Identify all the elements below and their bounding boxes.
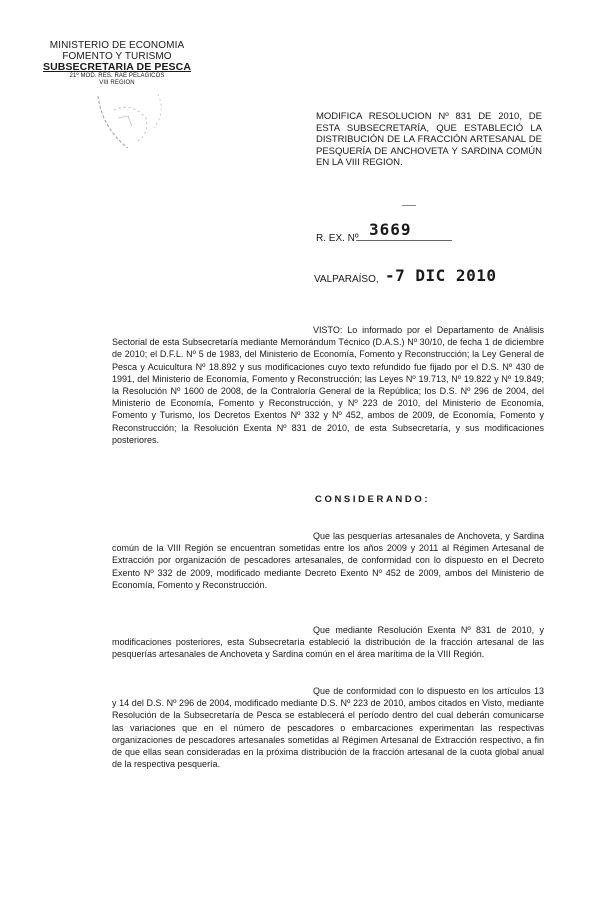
visto-paragraph xyxy=(112,324,544,446)
resolution-number: 3669 xyxy=(369,220,412,239)
issue-date-stamp: -7 DIC 2010 xyxy=(385,266,497,285)
considerando-paragraph xyxy=(112,624,544,661)
subsecretaria-name: SUBSECRETARIA DE PESCA xyxy=(42,61,192,73)
considerando-text: Que mediante Resolución Exenta Nº 831 de 2010, y modificaciones posteriores, esta Subsecretaría estableció la distribución de la fracción artesanal de las pesquerías artesanales de Anchoveta y Sardina común en el área marítima de la VIII Región. xyxy=(112,625,544,660)
considerando-paragraph xyxy=(112,685,544,770)
stamp-mark xyxy=(402,205,416,206)
letterhead xyxy=(22,40,212,87)
ministry-name: MINISTERIO DE ECONOMIA xyxy=(49,40,185,51)
official-seal-stamp xyxy=(88,88,178,158)
reference-region: VIII REGION xyxy=(99,80,135,86)
resolution-underline xyxy=(356,240,452,241)
considerando-paragraph xyxy=(112,530,544,591)
ministry-name-line2: FOMENTO Y TURISMO xyxy=(62,51,172,62)
considerando-text: Que las pesquerías artesanales de Anchoveta, y Sardina común de la VIII Región se encuentran sometidas entre los años 2009 y 2011 al Régimen Artesanal de Extracción por organización de pescadores artesanales, de conformidad con lo dispuesto en el Decreto Exento Nº 332 de 2009, modificado mediante Decreto Exento Nº 452 de 2009, ambos del Ministerio de Economía, Fomento y Reconstrucción. xyxy=(112,531,544,590)
resolution-subject: MODIFICA RESOLUCION Nº 831 DE 2010, DE ESTA SUBSECRETARÍA, QUE ESTABLECIÓ LA DISTRIBUCIÓN DE LA FRACCIÓN ARTESANAL DE PESQUERÍA DE ANCHOVETA Y SARDINA COMÚN EN LA VIII REGION. xyxy=(316,111,542,168)
visto-text: VISTO: Lo informado por el Departamento de Análisis Sectorial de esta Subsecretaría mediante Memorándum Técnico (D.A.S.) Nº 30/10, de fecha 1 de diciembre de 2010; el D.F.L. Nº 5 de 1983, del Ministerio de Economía, Fomento y Reconstrucción; la Ley General de Pesca y Acuicultura Nº 18.892 y sus modificaciones cuyo texto refundido fue fijado por el D.S. Nº 430 de 1991, del Ministerio de Economía, Fomento y Reconstrucción; las Leyes Nº 19.713, Nº 19.822 y Nº 19.849; la Resolución Nº 1600 de 2008, de la Contraloría General de la República; los D.S. Nº 296 de 2004, del Ministerio de Economía, Fomento y Reconstrucción, y Nº 223 de 2010, del Ministerio de Economía, Fomento y Turismo, los Decretos Exentos Nº 332 y Nº 452, ambos de 2009, de Economía, Fomento y Reconstrucción; la Resolución Exenta Nº 831 de 2010, de esta Subsecretaría, y sus modificaciones posteriores. xyxy=(112,325,544,445)
issue-place: VALPARAÍSO, xyxy=(314,274,379,285)
reference-code: 21º MOD. RES. RAE PELAGICOS xyxy=(69,73,165,79)
resolution-label: R. EX. Nº xyxy=(316,233,359,244)
considerando-text: Que de conformidad con lo dispuesto en los artículos 13 y 14 del D.S. Nº 296 de 2004, modificado mediante D.S. Nº 223 de 2010, ambos citados en Visto, mediante Resolución de la Subsecretaría de Pesca se establecerá el período dentro del cual deberán comunicarse las variaciones que en el número de pescadores o embarcaciones experimentan las respectivas organizaciones de pescadores artesanales sometidas al Régimen Artesanal de Extracción respectivo, a fin de que ellas sean consideradas en la próxima distribución de la fracción artesanal de la cuota global anual de la respectiva pesquería. xyxy=(112,686,544,770)
considerando-heading: CONSIDERANDO: xyxy=(315,494,431,505)
